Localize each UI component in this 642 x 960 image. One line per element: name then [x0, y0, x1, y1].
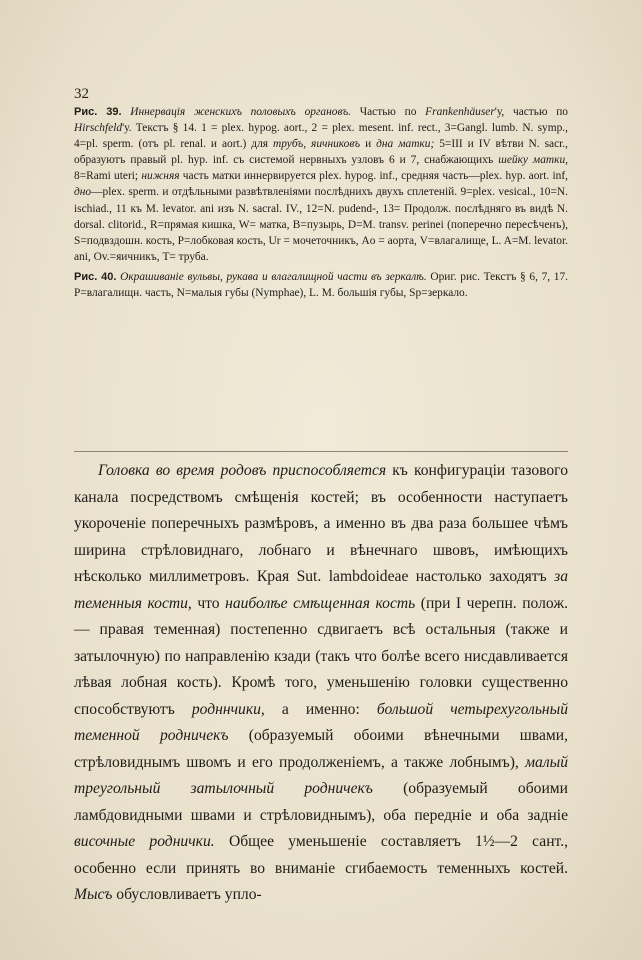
text-run: Ориг. рис. Текстъ § 6, 7, 17. P=влагалищн. часть, N=малыя губы (Nymphae), L. M. большія губы, Sp=зеркало. — [74, 270, 569, 300]
caption-text — [74, 271, 568, 299]
emphasized-text: Hirschfeld — [74, 122, 123, 135]
emphasized-text: трубъ, яичниковъ — [273, 138, 361, 151]
emphasized-text: дна матки; — [376, 138, 435, 151]
emphasized-text: за теменныя кости, — [74, 568, 568, 612]
emphasized-text: Иннервація женскихъ половыхъ органовъ. — [130, 106, 351, 118]
emphasized-text: наиболѣе смѣщенная кость — [225, 594, 416, 612]
text-run: что — [191, 594, 226, 612]
emphasized-text: височные роднички. — [74, 833, 215, 850]
emphasized-text: шейку матки, — [498, 154, 568, 167]
figure-label: Рис. 40. — [74, 270, 117, 283]
text-run: —plex. sperm. и отдѣльными развѣтвленіями послѣднихъ двухъ сплетеній. 9=plex. vesical., 10=N. ischiad., 11 къ M. levator. ani изъ N. sacral. IV., 12=N. pudend-, 13= Продолж. послѣдняго въ видѣ N. dorsal. clitorid., R=прямая кишка, W= матка, B=пузырь, D=M. transv. perinei (поперечно пересѣченъ), S=подвздошн. кость, P=лобковая кость, Ur = мочеточникъ, Ao = аорта, V=влагалище, L. A=M. levator. ani, Ov.=яичникъ, T= труба. — [74, 186, 568, 263]
emphasized-text: Frankenhäuser — [425, 106, 495, 118]
emphasized-text: малый треугольный затылочный родничекъ — [74, 753, 568, 797]
caption-text — [74, 106, 568, 263]
text-run: Общее уменьшеніе составляетъ 1½—2 сант., особенно если принять во вниманіе сгибаемость теменныхъ костей. — [74, 833, 568, 877]
paragraph — [74, 458, 568, 909]
emphasized-text: Мысъ — [74, 886, 113, 903]
figure-captions — [74, 104, 568, 305]
figure-caption-39 — [74, 104, 568, 265]
text-run: 'у, частью по — [494, 106, 568, 118]
main-text — [74, 458, 568, 909]
emphasized-text: родннчики, — [191, 700, 265, 718]
emphasized-text: Окрашиваніе вульвы, рукава и влагалищной части въ зеркалѣ. — [120, 270, 427, 283]
text-run: 5=III и IV вѣтви N. sacr., образуютъ правый pl. hyp. inf. съ системой нервныхъ узловъ 6 и 7, снабжающихъ — [74, 138, 568, 167]
text-run: (образуемый обоими вѣнечными швами, стрѣловиднымъ швомъ и его продолженіемъ, а также лобнымъ), — [74, 727, 568, 771]
text-run: Частью по — [351, 106, 426, 118]
figure-caption-40 — [74, 269, 568, 301]
emphasized-text: нижняя — [141, 170, 180, 183]
emphasized-text: Головка во время родовъ приспособляется — [98, 462, 387, 479]
section-divider — [74, 451, 568, 452]
figure-label: Рис. 39. — [74, 106, 122, 118]
text-run: (при I черепн. полож. — правая теменная) постепенно сдвигаетъ всѣ остальныя (также и затылочную) по направленію кзади (такъ что болѣе всего нисдавливается лѣвая лобная кость). Кромѣ того, уменьшенію головки существенно способствуютъ — [74, 594, 568, 718]
text-run: обусловливаетъ упло- — [112, 886, 262, 903]
text-run: и — [360, 138, 377, 151]
emphasized-text: дно — [74, 186, 92, 199]
text-run: часть матки иннервируется plex. hypog. inf., средняя часть—plex. hyp. aort. inf, — [179, 170, 568, 183]
text-run: къ конфигураціи тазового канала посредствомъ смѣщенія костей; въ особенности наступаетъ укороченіе поперечныхъ размѣровъ, а именно въ два раза большее чѣмъ ширина стрѣловиднаго, лобнаго и вѣнечнаго швовъ, имѣющихъ нѣсколько миллиметровъ. Края Sut. lambdoideae настолько заходятъ — [74, 462, 568, 585]
text-run: 8=Rami uteri; — [74, 170, 142, 183]
page-number: 32 — [74, 86, 89, 102]
text-run: (образуемый обоими ламбдовидными швами и стрѣловиднымъ), оба переднiе и оба задніе — [74, 780, 569, 824]
emphasized-text: большой четырехугольный теменной родничекъ — [74, 700, 569, 744]
text-run: а именно: — [264, 700, 377, 718]
text-run: 'у. Текстъ § 14. 1 = plex. hypog. aort., 2 = plex. mesent. inf. rect., 3=Gangl. lumb. N. symp., 4=pl. sperm. (отъ pl. renal. и aort.) для — [74, 122, 568, 151]
